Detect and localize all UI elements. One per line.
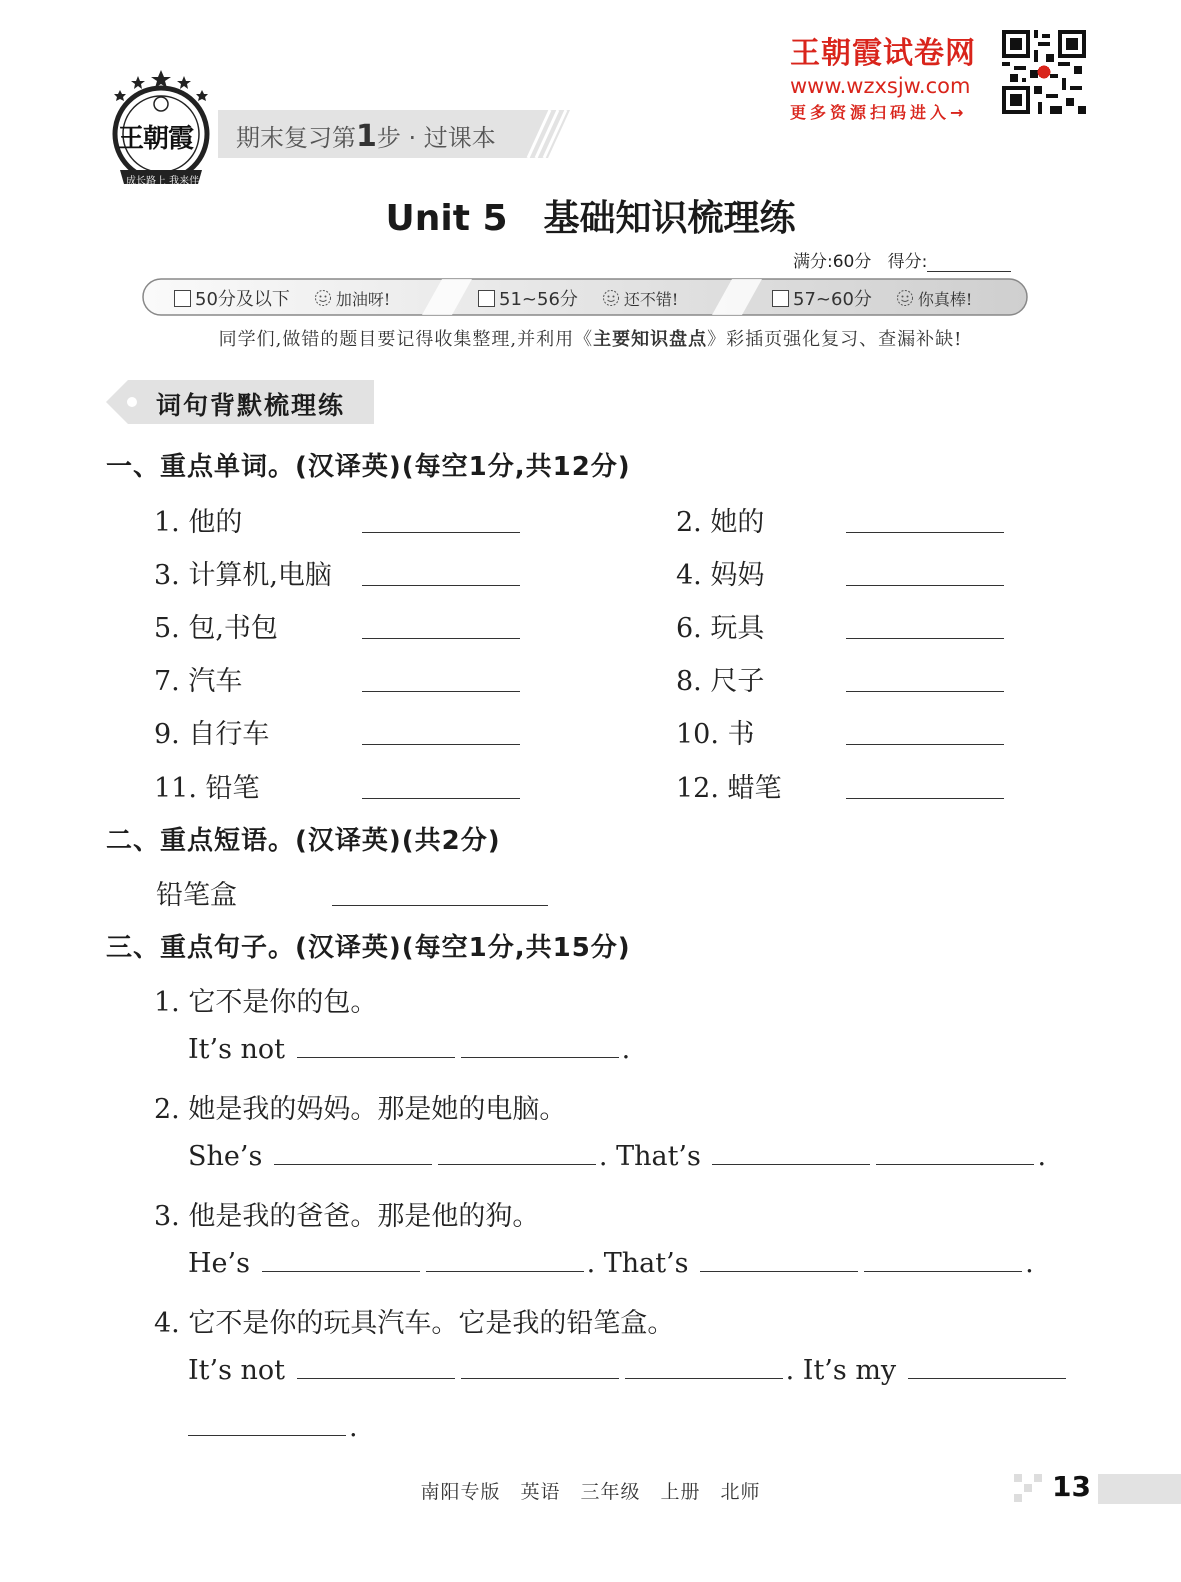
answer-blank-11[interactable] [362, 798, 520, 799]
answer-blank[interactable] [864, 1251, 1022, 1272]
sentence-4-answer-line: It’s not . It’s my [188, 1355, 1069, 1386]
answer-blank[interactable] [262, 1251, 420, 1272]
sentence-1-answer-line: It’s not . [188, 1034, 631, 1065]
vocab-item-12: 12. 蜡笔 [676, 773, 782, 804]
qr-code-icon[interactable] [1002, 30, 1086, 114]
part1-heading: 一、重点单词。(汉译英)(每空1分,共12分) [106, 452, 631, 482]
answer-blank-6[interactable] [846, 638, 1004, 639]
part2-heading: 二、重点短语。(汉译英)(共2分) [106, 826, 501, 856]
smiley-face-icon [896, 289, 914, 307]
smiley-face-icon [314, 289, 332, 307]
sentence-2-chinese: 2. 她是我的妈妈。那是她的电脑。 [154, 1094, 567, 1125]
study-tip: 同学们,做错的题目要记得收集整理,并利用《主要知识盘点》彩插页强化复习、查漏补缺! [218, 329, 963, 350]
vocab-item-9: 9. 自行车 [154, 719, 270, 750]
checkbox-icon[interactable] [174, 290, 191, 307]
evaluation-option-1[interactable]: 50分及以下 加油呀! [174, 285, 390, 311]
brand-block[interactable] [790, 28, 1000, 123]
vocab-item-7: 7. 汽车 [154, 666, 243, 697]
answer-blank[interactable] [908, 1358, 1066, 1379]
vocab-item-6: 6. 玩具 [676, 613, 765, 644]
vocab-item-5: 5. 包,书包 [154, 613, 278, 644]
phrase-item: 铅笔盒 [156, 880, 237, 911]
score-blank[interactable] [927, 253, 1011, 272]
logo-ribbon-text: 成长路上 我来伴天 [126, 176, 210, 187]
answer-blank-12[interactable] [846, 798, 1004, 799]
answer-blank-9[interactable] [362, 744, 520, 745]
answer-blank-3[interactable] [362, 585, 520, 586]
answer-blank[interactable] [438, 1144, 596, 1165]
answer-blank-4[interactable] [846, 585, 1004, 586]
answer-blank[interactable] [274, 1144, 432, 1165]
vocab-item-3: 3. 计算机,电脑 [154, 560, 332, 591]
score-label: 得分: [887, 252, 928, 272]
logo-text: 王朝霞 [118, 124, 194, 154]
part3-heading: 三、重点句子。(汉译英)(每空1分,共15分) [106, 933, 631, 963]
vocab-item-2: 2. 她的 [676, 507, 765, 538]
answer-blank[interactable] [461, 1358, 619, 1379]
evaluation-option-3[interactable]: 57~60分 你真棒! [772, 285, 972, 311]
vocab-item-4: 4. 妈妈 [676, 560, 765, 591]
answer-blank-1[interactable] [362, 532, 520, 533]
answer-blank-2[interactable] [846, 532, 1004, 533]
page-number-tab [1014, 1472, 1181, 1506]
page-title: Unit 5 基础知识梳理练 [385, 198, 796, 239]
sentence-4-answer-continuation: . [188, 1412, 358, 1443]
vocab-item-1: 1. 他的 [154, 507, 243, 538]
answer-blank[interactable] [625, 1358, 783, 1379]
sentence-2-answer-line: She’s . That’s . [188, 1141, 1047, 1172]
answer-blank-5[interactable] [362, 638, 520, 639]
answer-blank[interactable] [297, 1358, 455, 1379]
answer-blank[interactable] [876, 1144, 1034, 1165]
answer-blank-10[interactable] [846, 744, 1004, 745]
page-number: 13 [1052, 1470, 1091, 1503]
smiley-face-icon [602, 289, 620, 307]
vocab-item-11: 11. 铅笔 [154, 773, 260, 804]
sentence-4-chinese: 4. 它不是你的玩具汽车。它是我的铅笔盒。 [154, 1308, 675, 1339]
sentence-3-answer-line: He’s . That’s . [188, 1248, 1034, 1279]
step-label: 期末复习第1步 · 过课本 [236, 119, 496, 154]
brand-url[interactable]: www.wzxsjw.com [790, 74, 971, 98]
answer-blank-7[interactable] [362, 691, 520, 692]
brand-name: 王朝霞试卷网 [790, 36, 976, 71]
step-number: 1 [356, 119, 377, 154]
checkbox-icon[interactable] [478, 290, 495, 307]
sentence-1-chinese: 1. 它不是你的包。 [154, 987, 378, 1018]
answer-blank[interactable] [700, 1251, 858, 1272]
vocab-item-8: 8. 尺子 [676, 666, 765, 697]
phrase-answer-blank[interactable] [332, 905, 548, 906]
evaluation-option-2[interactable]: 51~56分 还不错! [478, 285, 678, 311]
sentence-3-chinese: 3. 他是我的爸爸。那是他的狗。 [154, 1201, 540, 1232]
answer-blank[interactable] [188, 1415, 346, 1436]
brand-more-link[interactable]: 更多资源扫码进入→ [790, 103, 968, 122]
section-tag-label: 词句背默梳理练 [156, 391, 346, 420]
answer-blank[interactable] [426, 1251, 584, 1272]
vocab-item-10: 10. 书 [676, 719, 755, 750]
answer-blank-8[interactable] [846, 691, 1004, 692]
checkbox-icon[interactable] [772, 290, 789, 307]
score-line [793, 247, 1011, 272]
full-score-label: 满分:60分 [793, 252, 872, 272]
answer-blank[interactable] [461, 1037, 619, 1058]
edition-info: 南阳专版 英语 三年级 上册 北师 [420, 1481, 761, 1503]
answer-blank[interactable] [297, 1037, 455, 1058]
answer-blank[interactable] [712, 1144, 870, 1165]
